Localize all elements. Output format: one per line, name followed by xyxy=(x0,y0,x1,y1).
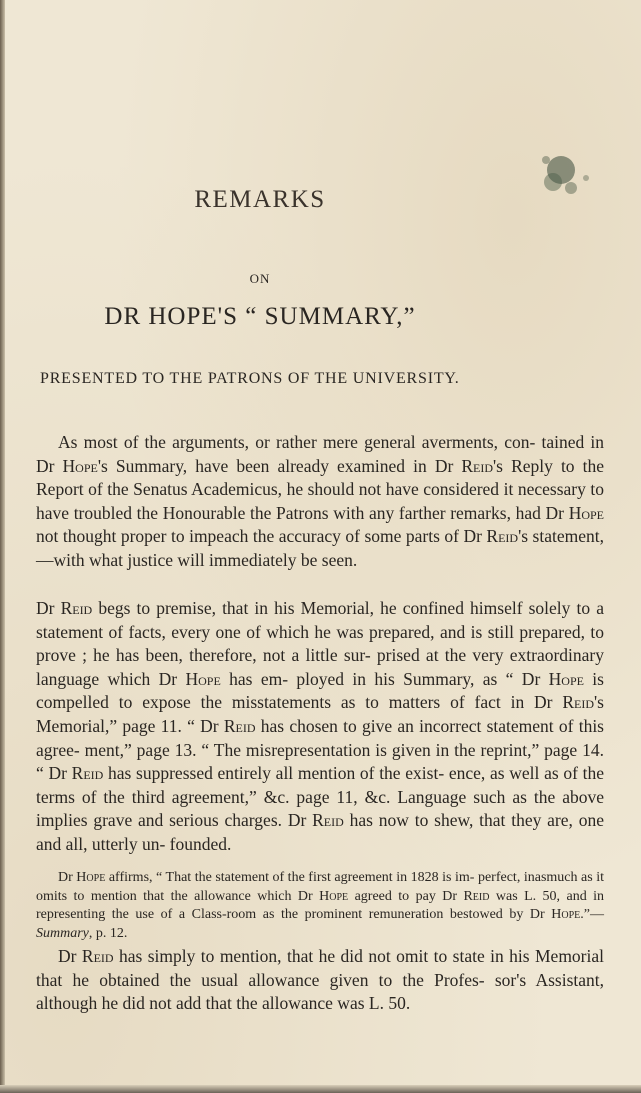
page-bottom-edge xyxy=(0,1085,641,1093)
page-binding-edge xyxy=(0,0,5,1093)
page-subtitle: DR HOPE'S “ SUMMARY,” xyxy=(104,303,416,330)
paragraph-1: As most of the arguments, or rather mere general averments, con- tained in Dr Hope's Summary, have been already examined in Dr Reid's Reply to the Report of the Senatus Academicus, he should not have considered it necessary to have troubled the Honourable the Patrons with any farther remarks, had Dr Hope not thought proper to impeach the accuracy of some parts of Dr Reid's statement,—with what justice will immediately be seen. xyxy=(36,432,605,570)
summary-quotation: Dr Hope affirms, “ That the statement of the first agreement in 1828 is im- perfect, inasmuch as it omits to mention that the allowance which Dr Hope agreed to pay Dr Reid was L. 50, and in representing the use of a Class-room as the prominent remuneration bestowed by Dr Hope.”—Summary, p. 12. xyxy=(36,870,605,941)
title-connector: ON xyxy=(249,271,271,286)
paragraph-2: Dr Reid begs to premise, that in his Memorial, he confined himself solely to a statement of facts, every one of which he was prepared, and is still prepared, to prove ; he has been, therefore, not a little sur- prised at the very extraordinary language which Dr Hope has em- ployed in his Summary, as “ Dr Hope is compelled to expose the misstatements as to matters of fact in Dr Reid's Memorial,” page 11. “ Dr Reid has chosen to give an incorrect statement of this agree- ment,” page 13. “ The misrepresentation is given in the reprint,” page 14. “ Dr Reid has suppressed entirely all mention of the exist- ence, as well as of the terms of the third agreement,” &c. page 11, &c. Language such as the above implies grave and serious charges. Dr Reid has now to shew, that they are, one and all, utterly un- founded. xyxy=(36,598,605,854)
presented-line: PRESENTED TO THE PATRONS OF THE UNIVERSITY. xyxy=(40,370,460,387)
page-title: REMARKS xyxy=(194,186,326,213)
paragraph-3: Dr Reid has simply to mention, that he did not omit to state in his Memorial that he obtained the usual allowance given to the Profes- sor's Assistant, although he did not add that the allowance was L. 50. xyxy=(36,946,605,1014)
